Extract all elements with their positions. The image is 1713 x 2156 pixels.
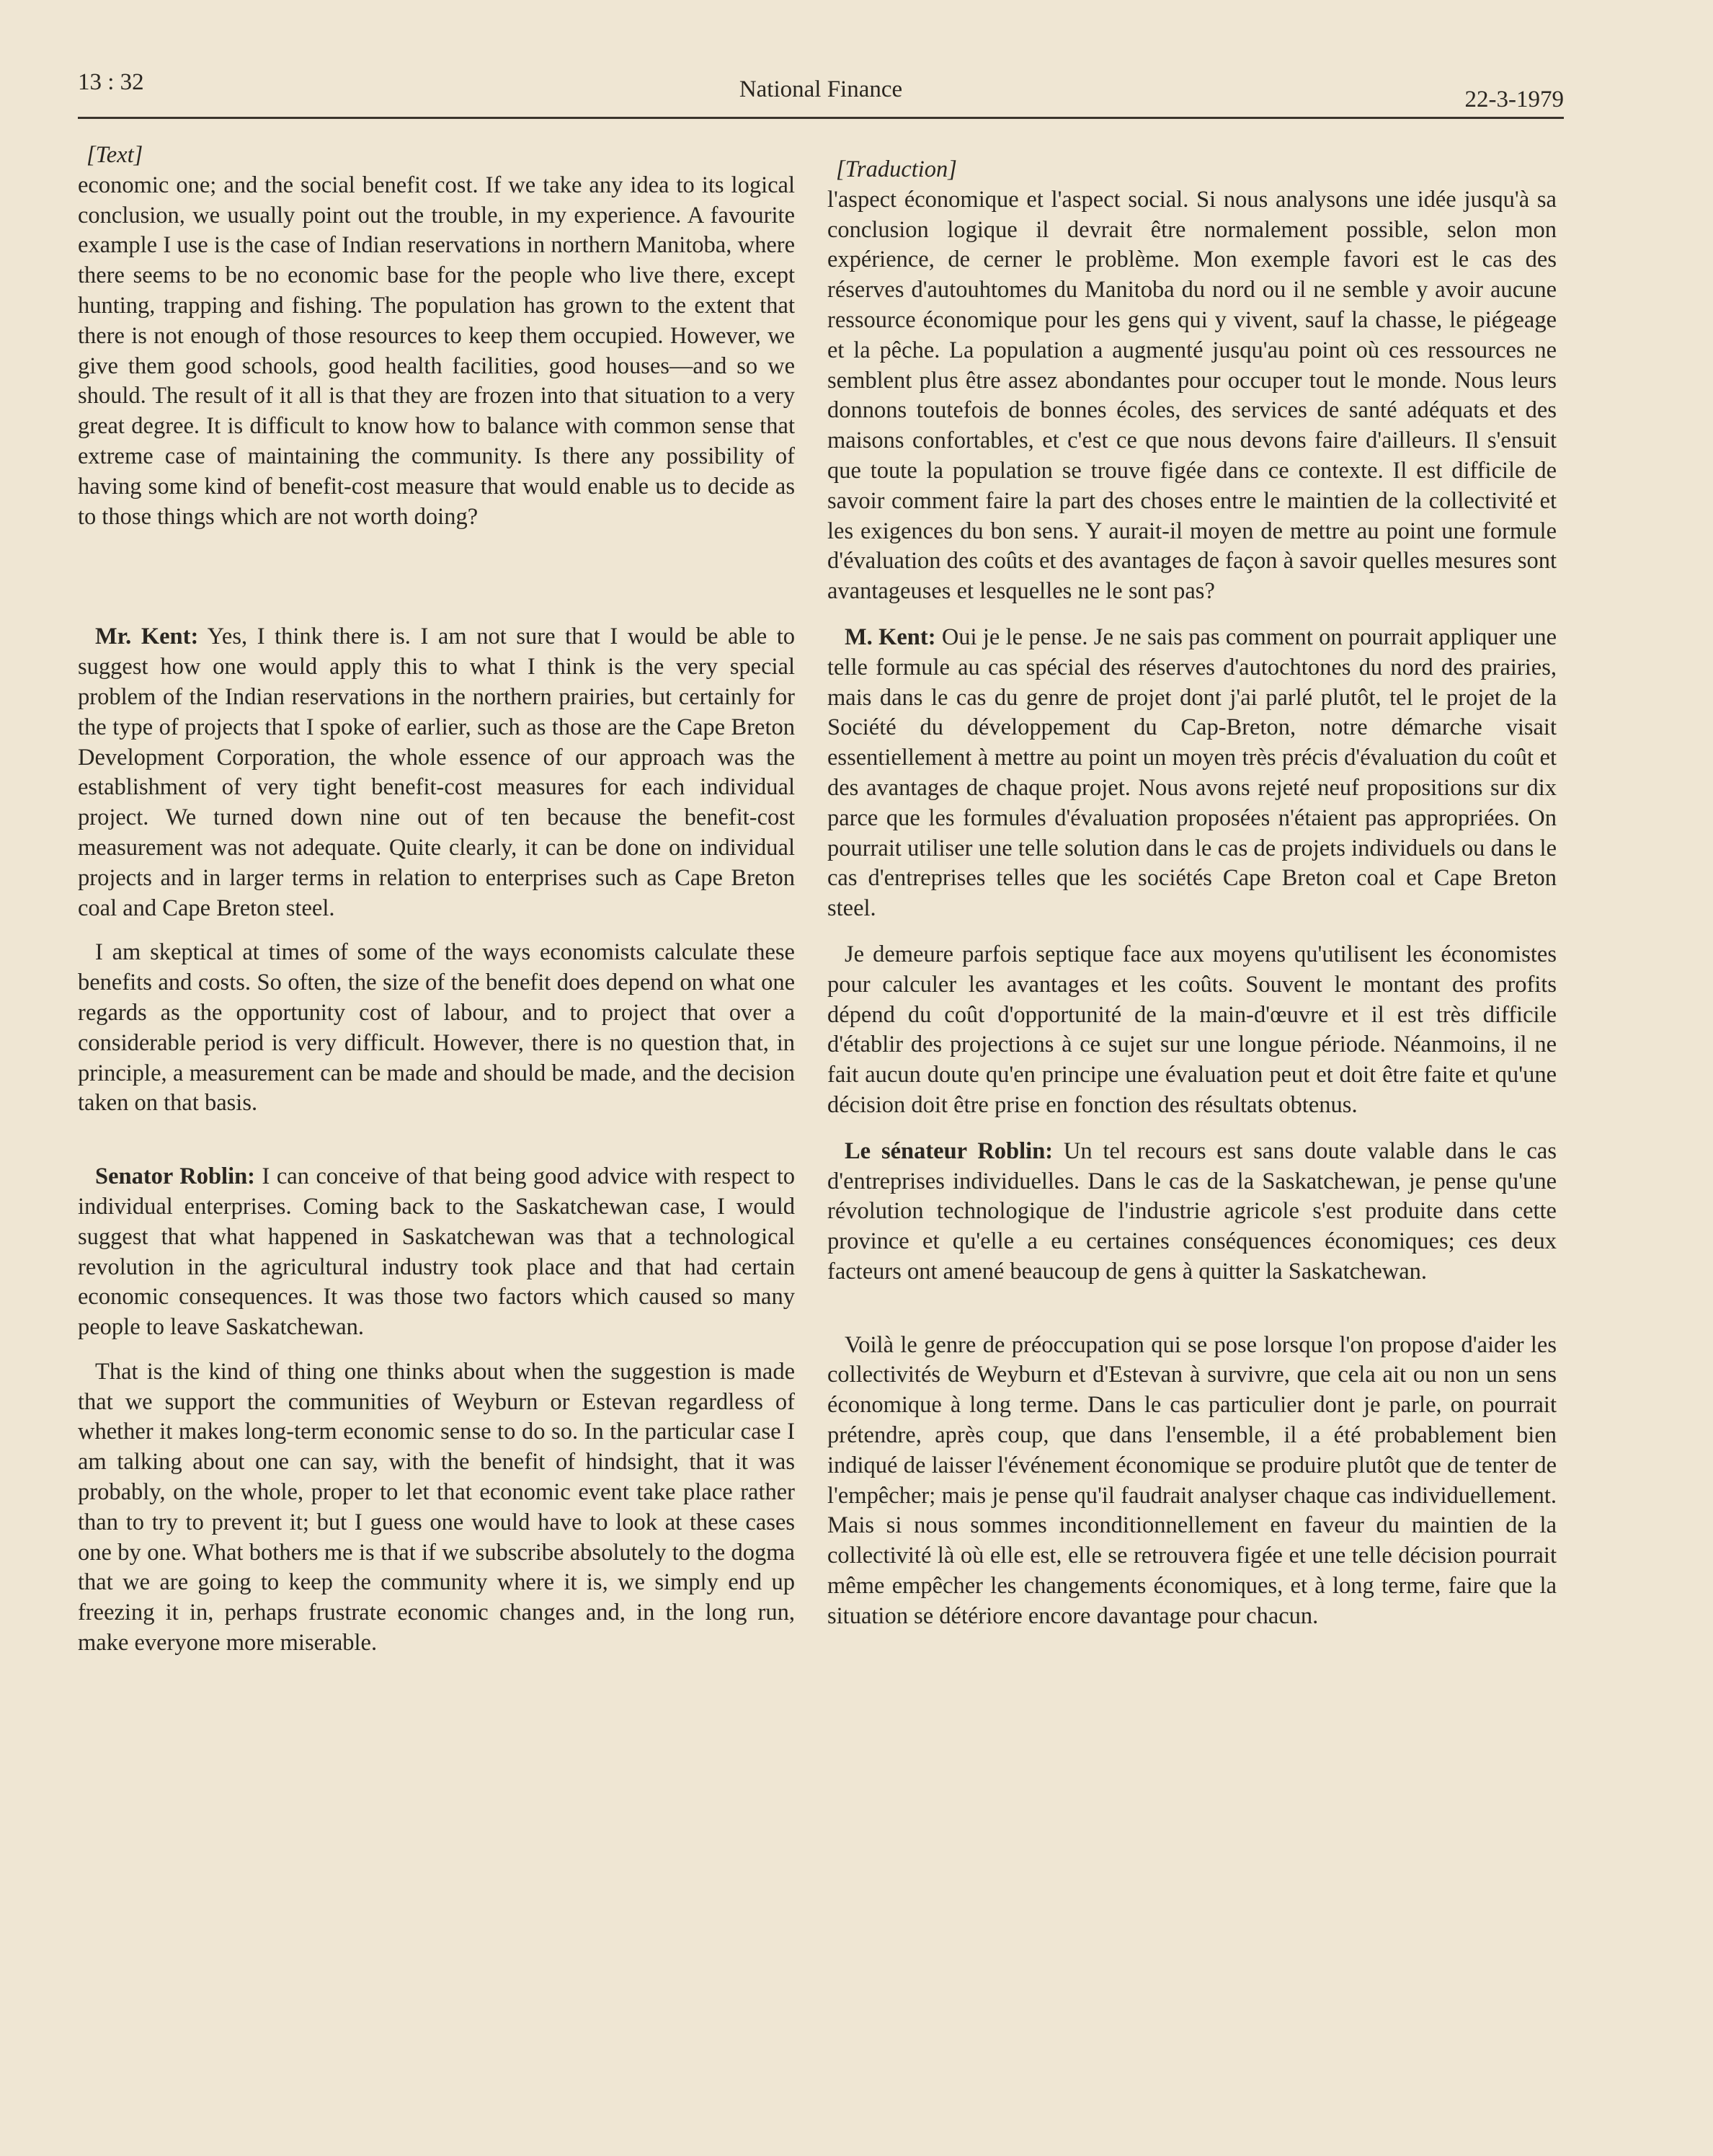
paragraph-3: Je demeure parfois septique face aux moyens qu'utilisent les économistes pour calculer les avantages et les coûts. Souvent le montant des profits dépend du coût d'opportunité de la main-d'œuvre et il est très difficile d'établir des projections à ce sujet sur une longue période. Néanmoins, il ne fait aucun doute qu'en principe une évaluation peut et doit être faite et qu'une décision doit être prise en fonction des résultats obtenus. <box>827 941 1557 1118</box>
french-column <box>827 155 1557 1632</box>
paragraph-1: economic one; and the social benefit cost. If we take any idea to its logical conclusion, we usually point out the trouble, in my experience. A favourite example I use is the case of Indian reservations in northern Manitoba, where there seems to be no economic base for the people who live there, except hunting, trapping and fishing. The population has grown to the extent that there is not enough of those resources to keep them occupied. However, we give them good schools, good health facilities, good houses—and so we should. The result of it all is that they are frozen into that situation to a very great degree. It is difficult to know how to balance with common sense that extreme case of maintaining the community. Is there any possibility of having some kind of benefit-cost measure that would enable us to decide as to those things which are not worth doing? <box>78 172 795 530</box>
speech-text: Yes, I think there is. I am not sure that I would be able to suggest how one would apply this to what I think is the very special problem of the Indian reservations in the northern prairies, but certainly for the type of projects that I spoke of earlier, such as those are the Cape Breton Development Corporation, the whole essence of our approach was the establishment of very tight benefit-cost measures for each individual project. We turned down nine out of ten because the benefit-cost measurement was not adequate. Quite clearly, it can be done on individual projects and in larger terms in relation to enterprises such as Cape Breton coal and Cape Breton steel. <box>78 624 795 921</box>
paragraph-5: That is the kind of thing one thinks about when the suggestion is made that we support the communities of Weyburn or Estevan regardless of whether it makes long-term economic sense to do so. In the particular case I am talking about one can say, with the benefit of hindsight, that it was probably, on the whole, proper to let that economic event take place rather than to try to prevent it; but I guess one would have to look at these cases one by one. What bothers me is that if we subscribe absolutely to the dogma that we are going to keep the community where it is, we simply end up freezing it in, perhaps frustrate economic changes and, in the long run, make everyone more miserable. <box>78 1358 795 1656</box>
speech-text: Un tel recours est sans doute valable dans le cas d'entreprises individuelles. Dans le cas de la Saskatchewan, je pense qu'une révolution technologique de l'industrie agricole s'est produite dans cette province et qu'elle a eu certaines conséquences économiques; ces deux facteurs ont amené beaucoup de gens à quitter la Saskatchewan. <box>827 1137 1557 1285</box>
speaker-name: M. Kent: <box>845 624 936 650</box>
paragraph-2 <box>78 622 795 923</box>
page-header <box>78 66 1564 119</box>
english-column <box>78 141 795 1659</box>
text-label: [Text] <box>86 142 143 168</box>
paragraph-5: Voilà le genre de préoccupation qui se pose lorsque l'on propose d'aider les collectivités de Weyburn et d'Estevan à survivre, que cela ait ou non un sens économique à long terme. Dans le cas particulier dont je parle, on pourrait prétendre, après coup, que dans l'ensemble, il a été probablement bien indiqué de laisser l'événement économique se produire plutôt que de tenter de l'empêcher; mais je pense qu'il faudrait analyser chaque cas individuellement. Mais si nous sommes inconditionnellement en faveur du maintien de la collectivité là où elle est, elle se retrouvera figée et une telle décision pourrait même empêcher les changements économiques, et à long terme, faire que la situation se détériore encore davantage pour chacun. <box>827 1331 1557 1629</box>
paragraph-1: l'aspect économique et l'aspect social. Si nous analysons une idée jusqu'à sa conclusion logique il devrait être normalement possible, selon mon expérience, de cerner le problème. Mon exemple favori est le cas des réserves d'autouhtomes du Manitoba du nord ou il ne semble y avoir aucune ressource économique pour les gens qui y vivent, sauf la chasse, le piégeage et la pêche. La population a augmenté jusqu'au point où ces ressources ne semblent plus être assez abondantes pour occuper tout le monde. Nous leurs donnons toutefois de bonnes écoles, des services de santé adéquats et des maisons confortables, et c'est ce que nous devons faire d'ailleurs. Il s'ensuit que toute la population se trouve figée dans ce contexte. Il est difficile de savoir comment faire la part des choses entre le maintien de la collectivité et les exigences du bon sens. Y aurait-il moyen de mettre au point une formule d'évaluation des coûts et des avantages de façon à savoir quelles mesures sont avantageuses et lesquelles ne le sont pas? <box>827 186 1557 605</box>
paragraph-3: I am skeptical at times of some of the ways economists calculate these benefits and costs. So often, the size of the benefit does depend on what one regards as the opportunity cost of labour, and to project that over a considerable period is very difficult. However, there is no question that, in principle, a measurement can be made and should be made, and the decision taken on that basis. <box>78 939 795 1117</box>
paragraph-4 <box>78 1162 795 1343</box>
translation-label: [Traduction] <box>836 156 957 182</box>
paragraph-4 <box>827 1137 1557 1287</box>
speaker-name: Senator Roblin: <box>95 1163 256 1190</box>
page-title: National Finance <box>739 76 903 102</box>
speaker-name: Le sénateur Roblin: <box>845 1137 1054 1164</box>
paragraph-2 <box>827 623 1557 924</box>
speech-text: I can conceive of that being good advice with respect to individual enterprises. Coming back to the Saskatchewan case, I would suggest that what happened in Saskatchewan was that a technological revolution in the agricultural industry took place and that had certain economic consequences. It was those two factors which caused so many people to leave Saskatchewan. <box>78 1163 795 1341</box>
speech-text: Oui je le pense. Je ne sais pas comment on pourrait appliquer une telle formule au cas spécial des réserves d'autochtones du nord des prairies, mais dans le cas du genre de projet dont j'ai parlé plutôt, tel le projet de la Société du développement du Cap-Breton, notre démarche visait essentiellement à mettre au point un moyen très précis d'évaluation du coût et des avantages de chaque projet. Nous avons rejeté neuf propositions sur dix parce que les formules d'évaluation proposées n'étaient pas appropriées. On pourrait utiliser une telle solution dans le cas de projets individuels ou dans le cas d'entreprises telles que les sociétés Cape Breton coal et Cape Breton steel. <box>827 624 1557 922</box>
page-date: 22-3-1979 <box>1464 86 1564 112</box>
speaker-name: Mr. Kent: <box>95 624 199 650</box>
page-number: 13 : 32 <box>78 69 144 95</box>
